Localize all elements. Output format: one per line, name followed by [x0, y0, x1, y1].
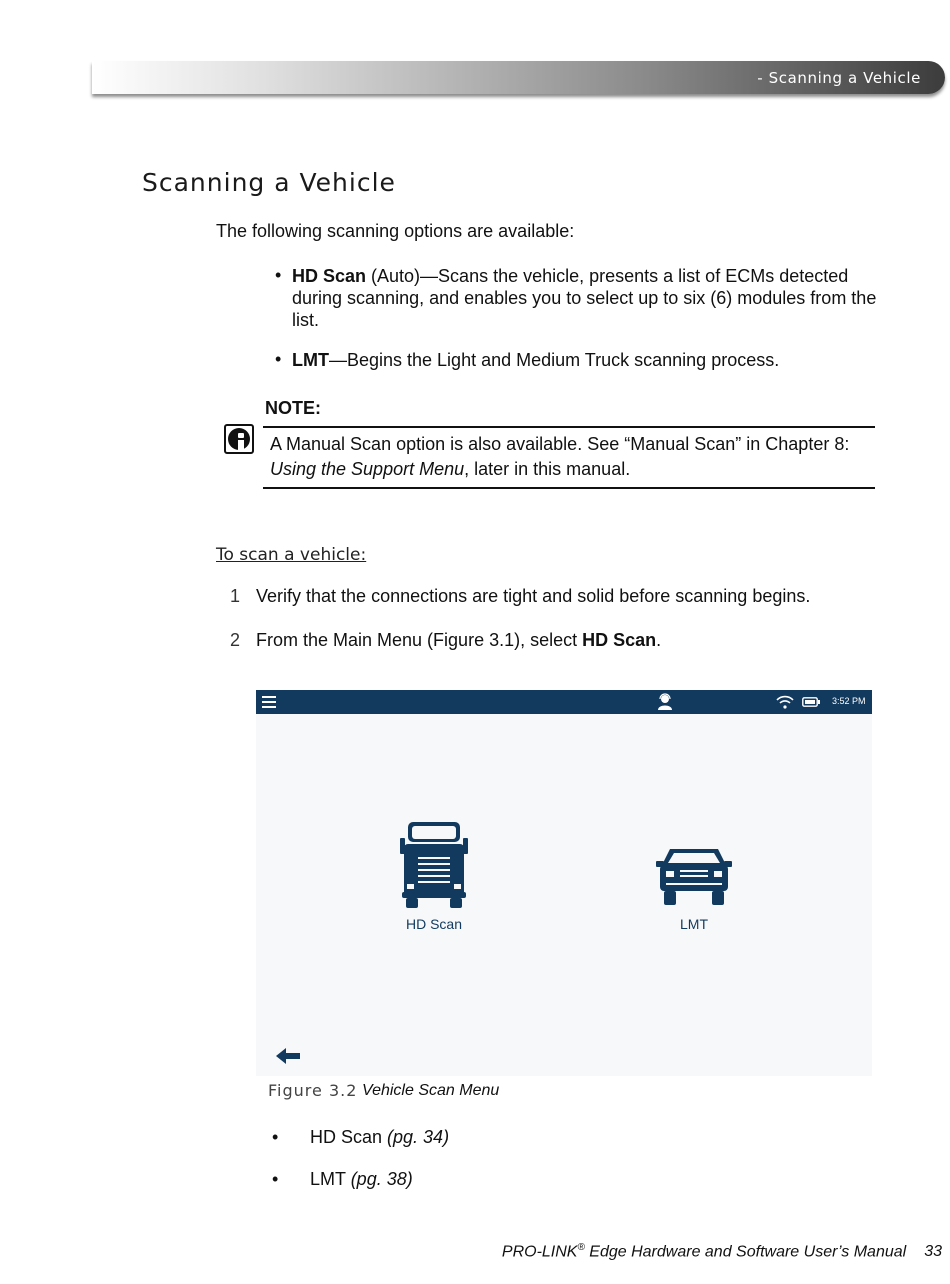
section-header-bar: [92, 61, 945, 94]
reference-label: HD Scan: [310, 1127, 388, 1147]
back-arrow-icon[interactable]: [274, 1046, 302, 1066]
screen-clock: 3:52 PM: [832, 696, 866, 706]
note-text-part: , later in this manual.: [464, 459, 631, 479]
heavy-truck-icon[interactable]: [394, 818, 474, 910]
section-header-text: - Scanning a Vehicle: [757, 69, 921, 87]
hd-scan-label[interactable]: HD Scan: [405, 916, 463, 932]
reference-label: LMT: [310, 1169, 351, 1189]
page-title: Scanning a Vehicle: [142, 168, 396, 197]
note-chapter-title: Using the Support Menu: [270, 459, 465, 479]
wifi-icon: [776, 695, 794, 709]
option-name: LMT: [292, 350, 329, 370]
footer-registered-mark: ®: [577, 1242, 585, 1253]
step-text-part: From the Main Menu (Figure 3.1), select: [256, 630, 583, 650]
figure-caption-text: Vehicle Scan Menu: [362, 1082, 500, 1099]
note-text-part: A Manual Scan option is also available. See “Manual Scan” in Chapter 8:: [270, 434, 850, 454]
reference-page: (pg. 38): [350, 1169, 413, 1189]
step-number: 1: [230, 586, 241, 606]
note-label: NOTE:: [265, 398, 321, 418]
footer-brand: PRO-LINK: [501, 1243, 578, 1261]
option-lmt: [292, 349, 882, 371]
menu-icon[interactable]: [262, 696, 276, 711]
option-description: —Begins the Light and Medium Truck scanning process.: [328, 350, 780, 370]
step-text: Verify that the connections are tight and solid before scanning begins.: [256, 586, 811, 606]
reference-page: (pg. 34): [387, 1127, 450, 1147]
bullet: •: [275, 349, 282, 369]
step-text: [256, 630, 661, 651]
figure-caption-number: Figure 3.2: [268, 1081, 358, 1100]
step-text-part: .: [656, 630, 662, 650]
battery-icon: [802, 697, 820, 707]
option-description: (Auto)—Scans the vehicle, presents a list of ECMs detected during scanning, and enables you to select up to six (6) modules from the list.: [292, 266, 877, 330]
option-name: HD Scan: [292, 266, 367, 286]
footer-title: Edge Hardware and Software User’s Manual: [584, 1243, 907, 1261]
page-footer: [502, 1242, 942, 1261]
reference-lmt[interactable]: [310, 1169, 413, 1190]
pickup-truck-icon[interactable]: [654, 843, 734, 909]
bullet: •: [272, 1169, 279, 1189]
note-divider-bottom: [263, 487, 875, 489]
procedure-title: To scan a vehicle:: [216, 545, 367, 565]
vehicle-scan-menu-screenshot: [256, 690, 872, 1076]
info-icon: [224, 424, 254, 454]
intro-text: The following scanning options are available:: [216, 221, 575, 241]
bullet: •: [272, 1127, 279, 1147]
step-emphasis: HD Scan: [582, 630, 657, 650]
option-hd-scan: [292, 265, 882, 331]
note-divider-top: [263, 426, 875, 428]
note-text: [270, 432, 875, 482]
bullet: •: [275, 265, 282, 285]
lmt-label[interactable]: LMT: [680, 916, 708, 932]
page-number: 33: [924, 1243, 942, 1261]
technician-icon[interactable]: [656, 693, 674, 711]
step-number: 2: [230, 630, 241, 650]
reference-hd-scan[interactable]: [310, 1127, 449, 1148]
